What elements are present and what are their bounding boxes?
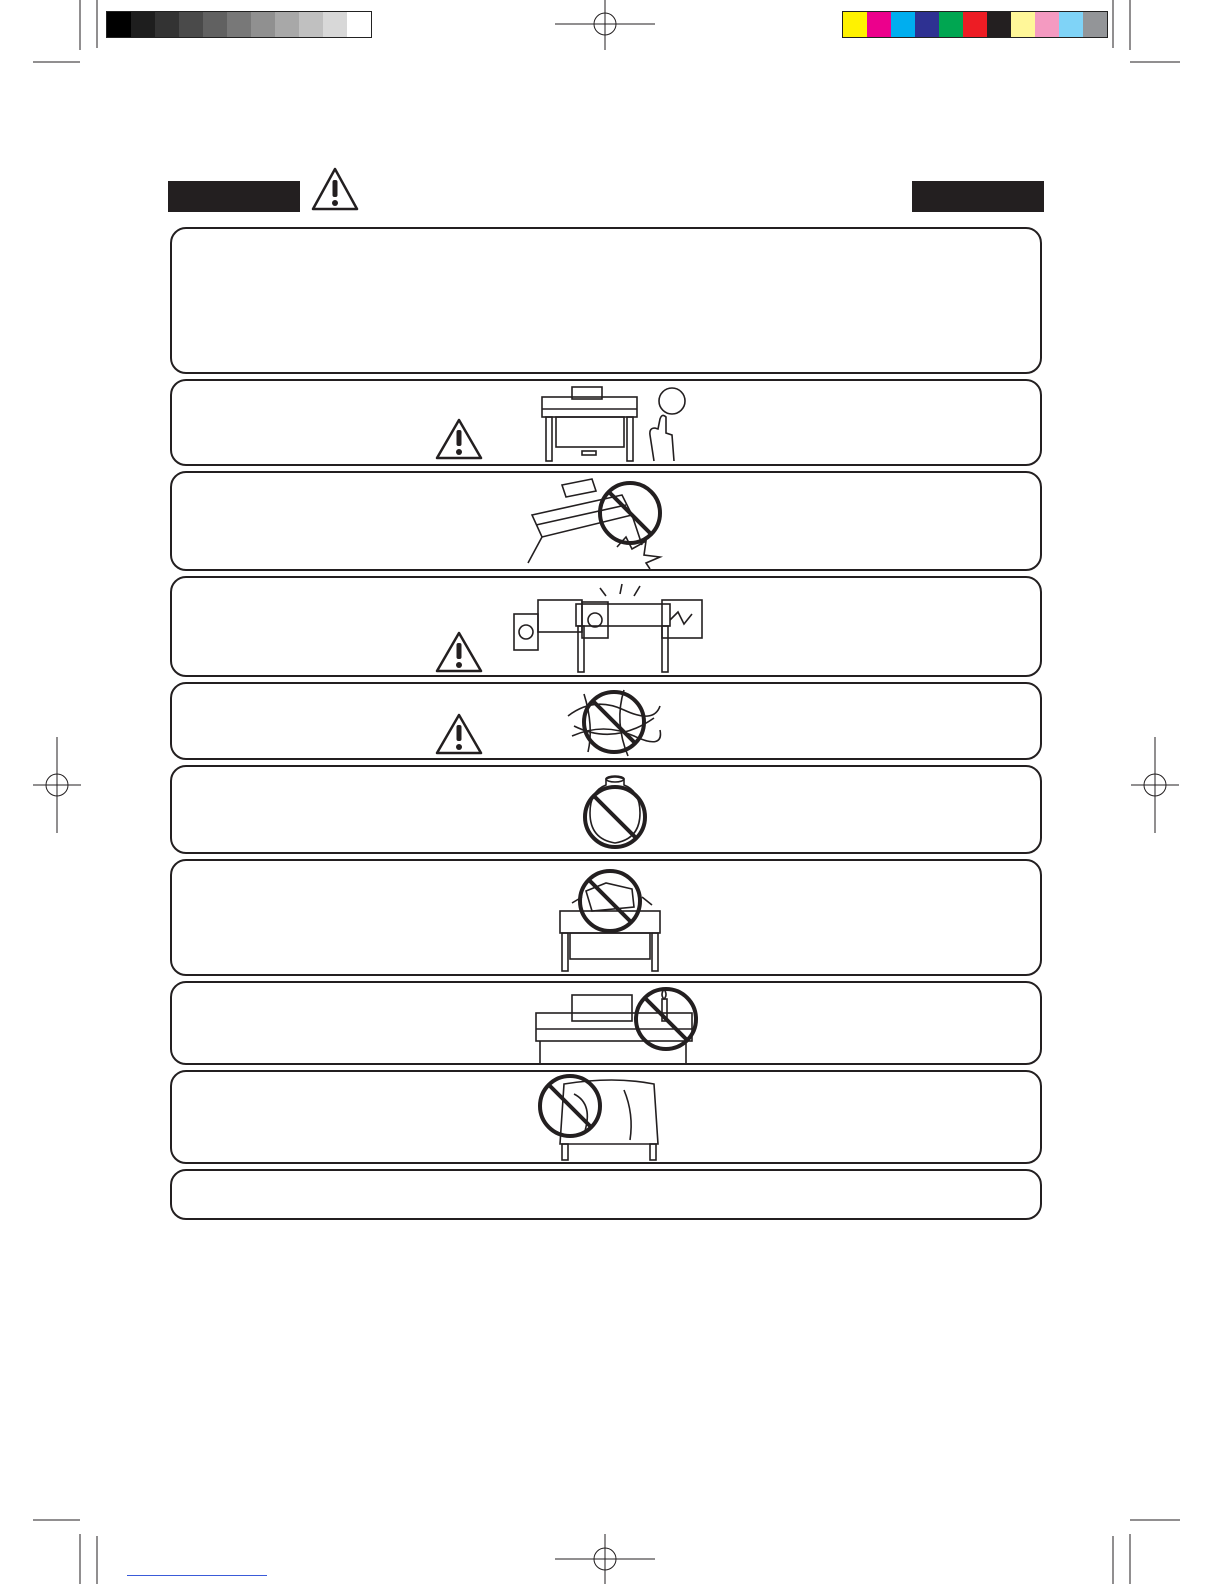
gray-scale-swatch — [323, 12, 347, 37]
heavy-object-on-piano-prohibited-illustration — [552, 863, 672, 975]
color-scale-swatch — [867, 12, 891, 37]
gray-scale-swatch — [155, 12, 179, 37]
gray-scale-swatch — [347, 12, 371, 37]
gray-scale-swatch — [275, 12, 299, 37]
tangled-cords-prohibited-illustration — [564, 686, 664, 758]
safety-panel-covering — [170, 1070, 1042, 1164]
safety-panel-cords — [170, 682, 1042, 760]
safety-panel-power — [170, 379, 1042, 466]
gray-scale-swatch — [203, 12, 227, 37]
color-scale-swatch — [915, 12, 939, 37]
safety-panel-tipping — [170, 471, 1042, 571]
color-scale-swatch — [939, 12, 963, 37]
header-label-right — [912, 181, 1044, 212]
warning-triangle-icon — [434, 630, 484, 674]
closing-panel — [170, 1169, 1042, 1220]
header-label-left — [168, 181, 300, 212]
header-warning-triangle-icon — [310, 166, 360, 212]
safety-panel-electronics — [170, 576, 1042, 677]
gray-scale-bar — [106, 11, 372, 38]
gray-scale-swatch — [251, 12, 275, 37]
gray-scale-swatch — [179, 12, 203, 37]
piano-tipping-prohibited-illustration — [522, 475, 682, 569]
color-scale-swatch — [1011, 12, 1035, 37]
registration-target-left — [33, 737, 81, 833]
color-scale-bar — [842, 11, 1108, 38]
piano-near-electronics-illustration — [512, 580, 712, 676]
gray-scale-swatch — [299, 12, 323, 37]
candle-on-piano-prohibited-illustration — [532, 985, 702, 1065]
color-scale-swatch — [843, 12, 867, 37]
color-scale-swatch — [1035, 12, 1059, 37]
footer-link-underline[interactable] — [127, 1575, 267, 1576]
intro-panel — [170, 227, 1042, 374]
color-scale-swatch — [1083, 12, 1107, 37]
gray-scale-swatch — [227, 12, 251, 37]
registration-target-right — [1131, 737, 1179, 833]
safety-panel-liquids — [170, 765, 1042, 854]
registration-target-bottom — [555, 1534, 655, 1584]
covered-piano-prohibited-illustration — [534, 1074, 664, 1164]
piano-power-button-illustration — [532, 383, 702, 465]
color-scale-swatch — [963, 12, 987, 37]
safety-panel-heavy-objects — [170, 859, 1042, 976]
gray-scale-swatch — [107, 12, 131, 37]
warning-triangle-icon — [434, 417, 484, 461]
warning-triangle-icon — [434, 712, 484, 756]
safety-panel-open-flame — [170, 981, 1042, 1065]
liquid-container-prohibited-illustration — [580, 773, 650, 853]
registration-target-top — [555, 0, 655, 50]
color-scale-swatch — [987, 12, 1011, 37]
color-scale-swatch — [891, 12, 915, 37]
color-scale-swatch — [1059, 12, 1083, 37]
gray-scale-swatch — [131, 12, 155, 37]
